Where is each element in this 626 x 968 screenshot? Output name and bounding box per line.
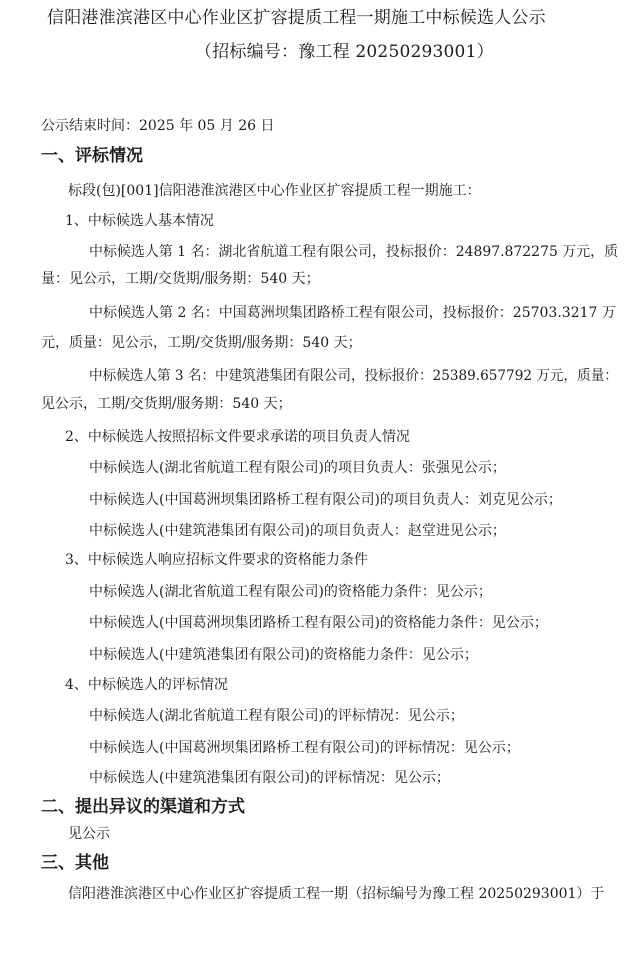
section-2-heading: 二、提出异议的渠道和方式 bbox=[41, 797, 245, 817]
evaluation-3: 中标候选人(中建筑港集团有限公司)的评标情况：见公示； bbox=[89, 770, 450, 786]
subsection-4-heading: 4、中标候选人的评标情况 bbox=[65, 677, 228, 693]
qualification-2: 中标候选人(中国葛洲坝集团路桥工程有限公司)的资格能力条件：见公示； bbox=[89, 615, 548, 631]
section-3-heading: 三、其他 bbox=[41, 853, 109, 873]
candidate-1-line-2: 量：见公示，工期/交货期/服务期：540 天； bbox=[41, 271, 320, 287]
lot-label: 标段(包)[001]信阳港淮滨港区中心作业区扩容提质工程一期施工： bbox=[68, 183, 481, 199]
project-manager-1: 中标候选人(湖北省航道工程有限公司)的项目负责人：张强见公示； bbox=[89, 460, 506, 476]
document-title: 信阳港淮滨港区中心作业区扩容提质工程一期施工中标候选人公示 bbox=[47, 8, 546, 28]
section-3-text: 信阳港淮滨港区中心作业区扩容提质工程一期（招标编号为豫工程 20250293001）于 bbox=[68, 886, 605, 902]
candidate-2-line-1: 中标候选人第 2 名：中国葛洲坝集团路桥工程有限公司，投标报价：25703.3217 万 bbox=[89, 305, 616, 321]
candidate-3-line-2: 见公示，工期/交货期/服务期：540 天； bbox=[41, 396, 292, 412]
qualification-1: 中标候选人(湖北省航道工程有限公司)的资格能力条件：见公示； bbox=[89, 584, 492, 600]
qualification-3: 中标候选人(中建筑港集团有限公司)的资格能力条件：见公示； bbox=[89, 647, 478, 663]
evaluation-2: 中标候选人(中国葛洲坝集团路桥工程有限公司)的评标情况：见公示； bbox=[89, 740, 520, 756]
project-manager-2: 中标候选人(中国葛洲坝集团路桥工程有限公司)的项目负责人：刘克见公示； bbox=[89, 492, 562, 508]
subsection-2-heading: 2、中标候选人按照招标文件要求承诺的项目负责人情况 bbox=[65, 429, 410, 445]
candidate-1-line-1: 中标候选人第 1 名：湖北省航道工程有限公司，投标报价：24897.872275 万元，质 bbox=[89, 244, 619, 260]
candidate-2-line-2: 元，质量：见公示，工期/交货期/服务期：540 天； bbox=[41, 335, 362, 351]
section-2-text: 见公示 bbox=[68, 826, 110, 842]
section-1-heading: 一、评标情况 bbox=[41, 146, 143, 166]
subsection-1-heading: 1、中标候选人基本情况 bbox=[65, 213, 214, 229]
project-manager-3: 中标候选人(中建筑港集团有限公司)的项目负责人：赵堂进见公示； bbox=[89, 523, 506, 539]
evaluation-1: 中标候选人(湖北省航道工程有限公司)的评标情况：见公示； bbox=[89, 708, 464, 724]
subsection-3-heading: 3、中标候选人响应招标文件要求的资格能力条件 bbox=[65, 552, 368, 568]
candidate-3-line-1: 中标候选人第 3 名：中建筑港集团有限公司，投标报价：25389.657792 万元，质量： bbox=[89, 368, 618, 384]
publicity-end-time: 公示结束时间：2025 年 05 月 26 日 bbox=[41, 118, 275, 134]
tender-code: （招标编号：豫工程 20250293001） bbox=[195, 42, 494, 62]
